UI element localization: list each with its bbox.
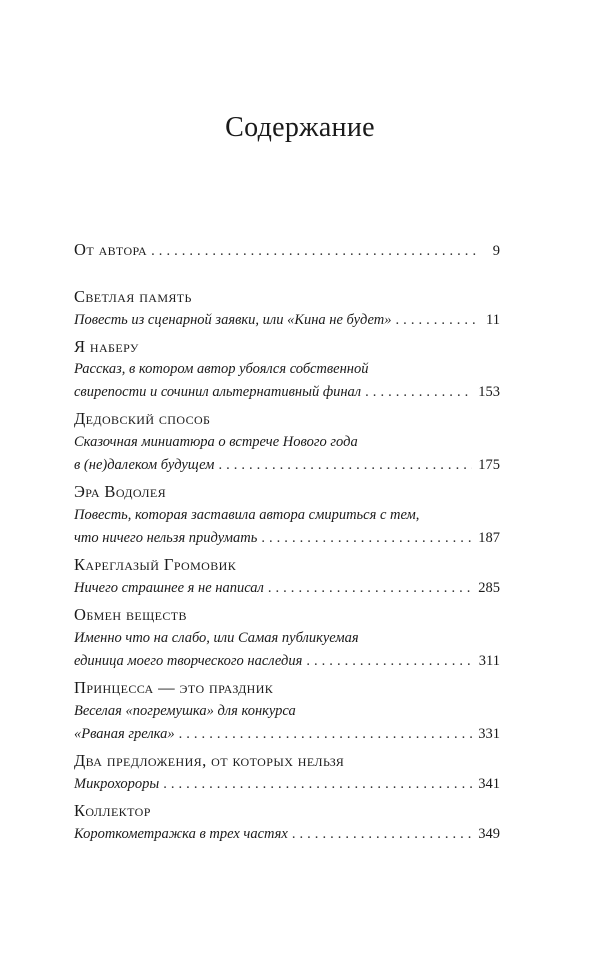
toc-entry-line bbox=[74, 434, 500, 451]
leader-dots bbox=[306, 653, 472, 670]
toc-entry-title[interactable]: Эра Водолея bbox=[74, 482, 167, 501]
entry-subtitle: единица моего творческого наследия bbox=[74, 653, 303, 669]
page-number: 175 bbox=[478, 457, 500, 473]
entry-subtitle: Повесть из сценарной заявки, или «Кина не будет» bbox=[74, 312, 392, 328]
entry-subtitle: свирепости и сочинил альтернативный финал bbox=[74, 384, 362, 400]
entry-subtitle: Рассказ, в котором автор убоялся собственной bbox=[74, 361, 369, 377]
leader-dots bbox=[396, 312, 476, 329]
entry-subtitle: Повесть, которая заставила автора смириться с тем, bbox=[74, 507, 420, 523]
entry-subtitle: Веселая «погремушка» для конкурса bbox=[74, 703, 296, 719]
toc-entry-line bbox=[74, 726, 500, 743]
toc-entry-title[interactable]: Дедовский способ bbox=[74, 409, 211, 428]
page-number: 187 bbox=[478, 530, 500, 546]
entry-subtitle: Сказочная миниатюра о встрече Нового года bbox=[74, 434, 358, 450]
toc-entry-line bbox=[74, 312, 500, 329]
toc-entry-line bbox=[74, 457, 500, 474]
page-number: 349 bbox=[478, 826, 500, 842]
leader-dots bbox=[365, 384, 472, 401]
toc-entry-line bbox=[74, 507, 500, 524]
toc-entry-title[interactable]: Два предложения, от которых нельзя bbox=[74, 751, 345, 770]
page-number: 285 bbox=[478, 580, 500, 596]
leader-dots bbox=[218, 457, 472, 474]
toc-entry-line bbox=[74, 703, 500, 720]
leader-dots bbox=[163, 776, 472, 793]
page-number: 11 bbox=[486, 312, 500, 328]
page-number: 153 bbox=[478, 384, 500, 400]
toc-entry-line bbox=[74, 580, 500, 597]
entry-subtitle: что ничего нельзя придумать bbox=[74, 530, 258, 546]
toc-entry-title[interactable]: Кареглазый Громовик bbox=[74, 555, 237, 574]
page-number: 331 bbox=[478, 726, 500, 742]
leader-dots bbox=[268, 580, 472, 597]
toc-entry-line bbox=[74, 776, 500, 793]
toc-entry-title[interactable]: Светлая память bbox=[74, 287, 192, 306]
toc-entry-title[interactable]: Я наберу bbox=[74, 337, 139, 356]
leader-dots bbox=[151, 243, 476, 260]
toc-entry-line bbox=[74, 653, 500, 670]
toc-entry-title[interactable]: Принцесса — это праздник bbox=[74, 678, 274, 697]
entry-subtitle: в (не)далеком будущем bbox=[74, 457, 215, 473]
toc-entry-label: От автора bbox=[74, 240, 148, 259]
entry-subtitle: Микрохороры bbox=[74, 776, 160, 792]
toc-entry-line bbox=[74, 361, 500, 378]
toc-entry-title[interactable]: Обмен веществ bbox=[74, 605, 187, 624]
leader-dots bbox=[179, 726, 473, 743]
entry-subtitle: Именно что на слабо, или Самая публикуемая bbox=[74, 630, 359, 646]
page-title: Содержание bbox=[225, 112, 375, 143]
toc-entry-title[interactable]: Коллектор bbox=[74, 801, 151, 820]
leader-dots bbox=[261, 530, 472, 547]
toc-entry-line bbox=[74, 826, 500, 843]
entry-subtitle: «Рваная грелка» bbox=[74, 726, 175, 742]
toc-entry-line bbox=[74, 630, 500, 647]
toc-entry-from-author[interactable] bbox=[74, 240, 500, 260]
page-number: 341 bbox=[478, 776, 500, 792]
page-number: 9 bbox=[492, 243, 500, 259]
toc-entry-line bbox=[74, 530, 500, 547]
toc-entry-line bbox=[74, 384, 500, 401]
leader-dots bbox=[292, 826, 472, 843]
entry-subtitle: Ничего страшнее я не написал bbox=[74, 580, 264, 596]
entry-subtitle: Короткометражка в трех частях bbox=[74, 826, 288, 842]
page-number: 311 bbox=[478, 653, 500, 669]
